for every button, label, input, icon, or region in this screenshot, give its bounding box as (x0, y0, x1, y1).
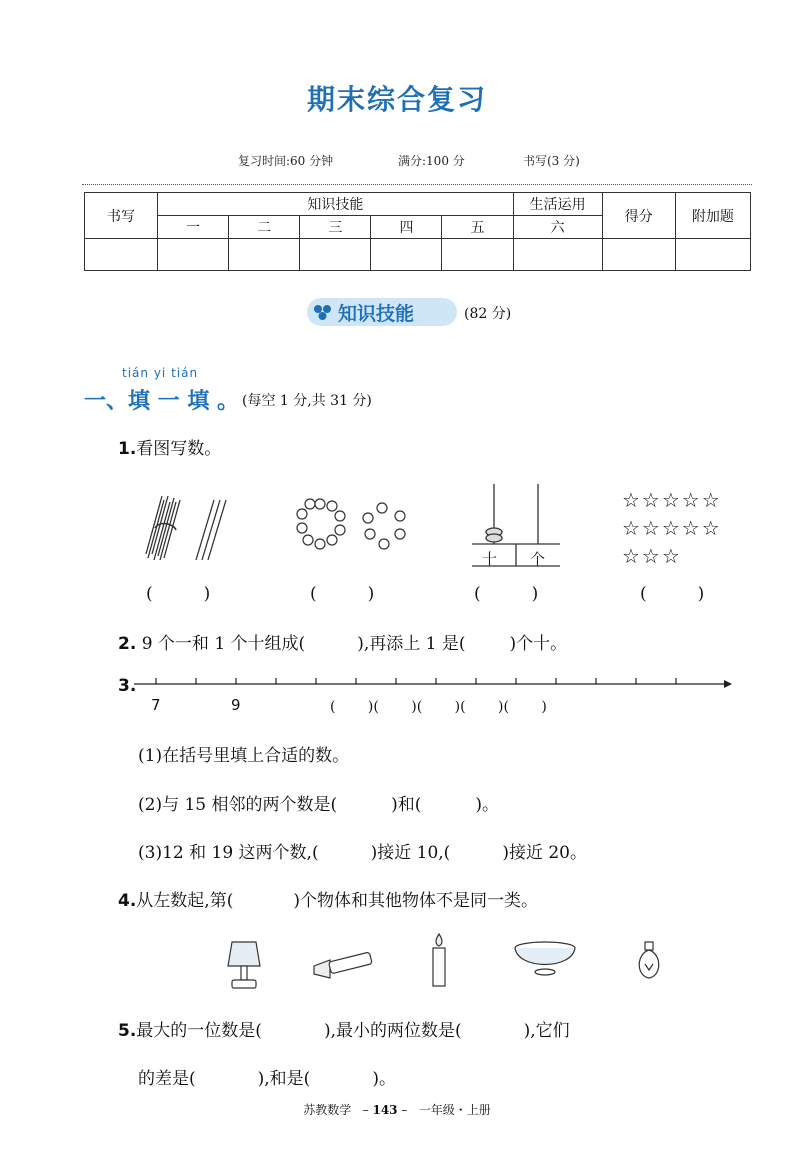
score-cell[interactable] (675, 239, 750, 271)
item-3-sub-3 (138, 838, 587, 863)
q1-title: 一、填 一 填 。 (84, 388, 239, 414)
item-2-text-a: 9 个一和 1 个十组成( (141, 634, 306, 654)
answer-blank[interactable]: ( ) (310, 584, 375, 604)
item-5-line-2 (138, 1064, 396, 1089)
full-score: 满分:100 分 (398, 154, 465, 168)
table-col: 六 (513, 216, 602, 239)
writing-score: 书写(3 分) (523, 154, 580, 168)
abacus-ones: 个 (530, 550, 546, 568)
item-4-text-b: )个物体和其他物体不是同一类。 (293, 891, 538, 911)
score-cell[interactable] (442, 239, 513, 271)
answer-blank[interactable]: ( ) (474, 584, 539, 604)
score-cell[interactable] (602, 239, 675, 271)
score-cell[interactable] (158, 239, 229, 271)
table-skills: 知识技能 (158, 193, 513, 216)
footer-book: 苏教数学 (303, 1103, 352, 1117)
item-5-text-f: )。 (372, 1069, 396, 1089)
item-1-text: 看图写数。 (136, 439, 222, 459)
section-title: 知识技能 (338, 303, 415, 325)
footer: 苏教数学 – 143 – 一年级・上册 (303, 1103, 491, 1117)
abacus-tens: 十 (482, 550, 498, 568)
flashlight-icon (310, 952, 376, 984)
table-col: 五 (442, 216, 513, 239)
item-3-sub-2-a: (2)与 15 相邻的两个数是( (138, 795, 338, 815)
lightbulb-icon (634, 940, 664, 982)
table-bonus: 附加题 (675, 193, 750, 239)
table-writing: 书写 (85, 193, 158, 239)
item-1: 1.看图写数。 (118, 439, 222, 459)
item-3: 3. (118, 676, 137, 696)
item-3-sub-3-b: )接近 10,( (370, 843, 451, 863)
page-number: 143 (372, 1103, 398, 1117)
item-2-text-b: ),再添上 1 是( (357, 634, 466, 654)
candle-icon (428, 932, 450, 990)
item-3-sub-3-a: (3)12 和 19 这两个数,( (138, 843, 319, 863)
item-5-text-a: 最大的一位数是( (136, 1021, 262, 1041)
numberline-label: 9 (231, 696, 241, 714)
table-col: 四 (371, 216, 442, 239)
score-cell[interactable] (85, 239, 158, 271)
numberline-label: 7 (151, 696, 161, 714)
item-5-text-e: ),和是( (257, 1069, 311, 1089)
item-5-text-c: ),它们 (523, 1021, 570, 1041)
item-5-text-d: 的差是( (138, 1069, 196, 1089)
item-5: 5.最大的一位数是( ),最小的两位数是( ),它们 (118, 1021, 570, 1041)
score-table (84, 192, 751, 271)
item-2: 2. 9 个一和 1 个十组成( ),再添上 1 是( )个十。 (118, 634, 568, 654)
footer-grade: 一年级・上册 (418, 1103, 491, 1117)
section-score: (82 分) (464, 306, 512, 322)
q1-note: (每空 1 分,共 31 分) (242, 393, 372, 409)
item-3-sub-1: (1)在括号里填上合适的数。 (138, 746, 350, 766)
score-cell[interactable] (513, 239, 602, 271)
table-life: 生活运用 (513, 193, 602, 216)
section-dots-icon (312, 303, 334, 321)
item-3-sub-3-c: )接近 20。 (502, 843, 587, 863)
stars-icon: ☆☆☆☆☆ ☆☆☆☆☆ ☆☆☆ (622, 488, 722, 568)
score-cell[interactable] (300, 239, 371, 271)
divider (82, 184, 752, 185)
answer-blank[interactable]: ( ) (640, 584, 705, 604)
lamp-icon (226, 936, 262, 992)
item-3-sub-2-b: )和( (391, 795, 422, 815)
item-4: 4.从左数起,第( )个物体和其他物体不是同一类。 (118, 891, 538, 911)
number-line (134, 676, 734, 696)
table-col: 三 (300, 216, 371, 239)
pinyin: tián yi tián (122, 366, 199, 380)
item-2-text-c: )个十。 (509, 634, 568, 654)
item-3-sub-2 (138, 790, 499, 815)
item-5-text-b: ),最小的两位数是( (323, 1021, 462, 1041)
table-score: 得分 (602, 193, 675, 239)
sticks-bundle-icon (138, 494, 238, 570)
bowl-icon (512, 940, 578, 980)
score-cell[interactable] (229, 239, 300, 271)
review-time: 复习时间:60 分钟 (238, 154, 334, 168)
score-cell[interactable] (371, 239, 442, 271)
table-col: 一 (158, 216, 229, 239)
item-4-text-a: 从左数起,第( (136, 891, 234, 911)
circles-icon (294, 494, 414, 558)
answer-blank[interactable]: ( ) (146, 584, 211, 604)
item-3-sub-2-c: )。 (475, 795, 500, 815)
numberline-blanks[interactable]: ( )( )( )( )( ) (330, 699, 547, 715)
table-col: 二 (229, 216, 300, 239)
page-title: 期末综合复习 (306, 83, 487, 116)
